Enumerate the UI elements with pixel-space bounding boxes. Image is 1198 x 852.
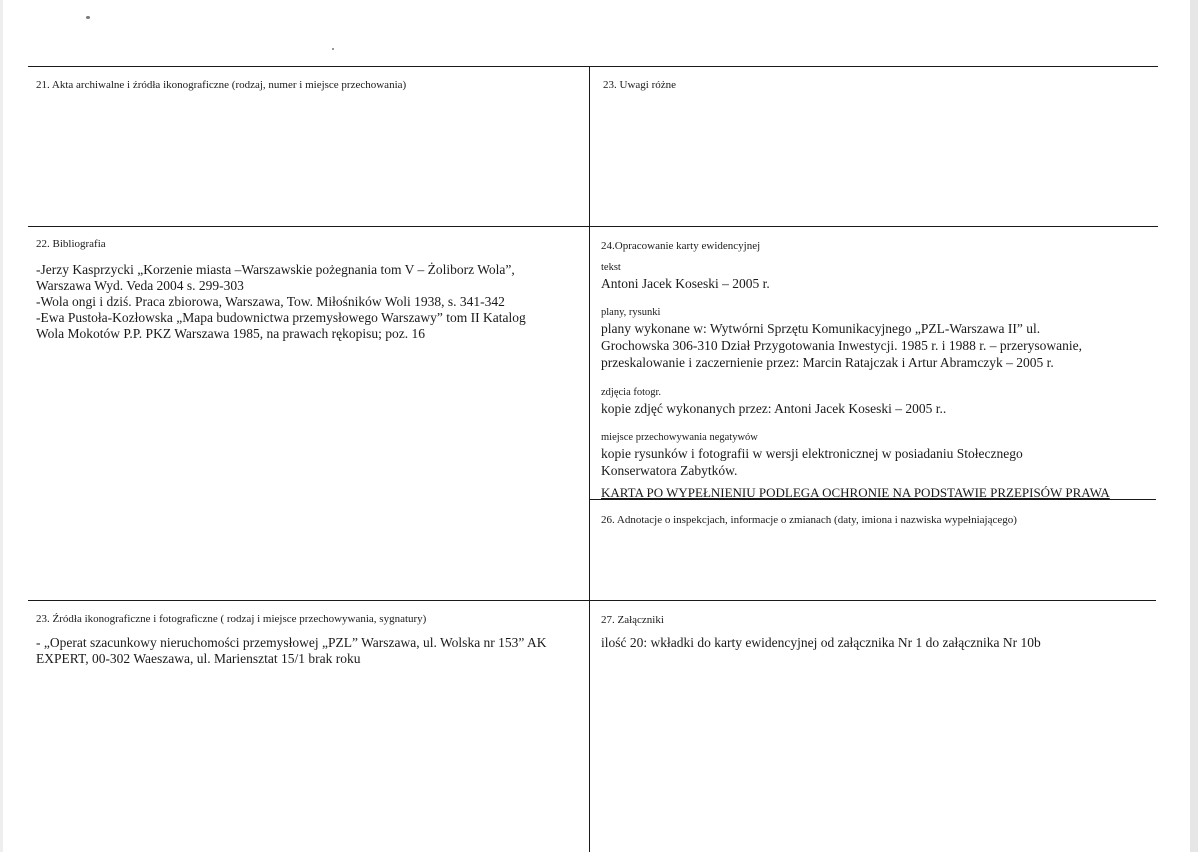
- plany-line: Grochowska 306-310 Dział Przygotowania Inwestycji. 1985 r. i 1988 r. – przerysowanie,: [601, 338, 1083, 353]
- bibliography-line: -Wola ongi i dziś. Praca zbiorowa, Warszawa, Tow. Miłośników Woli 1938, s. 341-342: [36, 294, 505, 309]
- section-23-zrodla-label: 23. Źródła ikonograficzne i fotograficzne ( rodzaj i miejsce przechowywania, sygnatury): [36, 613, 427, 625]
- tekst-label: tekst: [601, 262, 621, 273]
- protection-notice: KARTA PO WYPEŁNIENIU PODLEGA OCHRONIE NA PODSTAWIE PRZEPISÓW PRAWA: [601, 485, 1110, 500]
- zdjecia-value: kopie zdjęć wykonanych przez: Antoni Jacek Koseski – 2005 r..: [601, 401, 947, 416]
- tekst-value: Antoni Jacek Koseski – 2005 r.: [601, 276, 770, 291]
- scan-speck: [332, 48, 334, 50]
- section-26-label: 26. Adnotacje o inspekcjach, informacje o zmianach (daty, imiona i nazwiska wypełniającego): [601, 514, 1017, 526]
- section-27-label: 27. Załączniki: [601, 614, 664, 626]
- scan-edge-left: [0, 0, 3, 852]
- grid-line-vertical: [589, 66, 590, 852]
- section-22-label: 22. Bibliografia: [36, 238, 106, 250]
- grid-line-top: [28, 66, 1158, 67]
- zdjecia-label: zdjęcia fotogr.: [601, 387, 662, 398]
- zrodla-line: EXPERT, 00-302 Waeszawa, ul. Mariensztat 15/1 brak roku: [36, 651, 361, 666]
- grid-line-row3: [28, 600, 1156, 601]
- bibliography-line: -Ewa Pustoła-Kozłowska „Mapa budownictwa przemysłowego Warszawy” tom II Katalog: [36, 310, 526, 325]
- bibliography-line: Wola Mokotów P.P. PKZ Warszawa 1985, na prawach rękopisu; poz. 16: [36, 326, 426, 341]
- plany-line: przeskalowanie i zaczernienie przez: Marcin Ratajczak i Artur Abramczyk – 2005 r.: [601, 355, 1054, 370]
- plany-label: plany, rysunki: [601, 307, 661, 318]
- section-24-label: 24.Opracowanie karty ewidencyjnej: [601, 240, 761, 252]
- grid-line-row2: [28, 226, 1158, 227]
- section-21-label: 21. Akta archiwalne i źródła ikonograficzne (rodzaj, numer i miejsce przechowania): [36, 79, 407, 91]
- negatywy-line: Konserwatora Zabytków.: [601, 463, 738, 478]
- section-23-uwagi-label: 23. Uwagi różne: [603, 79, 677, 91]
- bibliography-line: -Jerzy Kasprzycki „Korzenie miasta –Warszawskie pożegnania tom V – Żoliborz Wola”,: [36, 262, 515, 277]
- plany-line: plany wykonane w: Wytwórni Sprzętu Komunikacyjnego „PZL-Warszawa II” ul.: [601, 321, 1041, 336]
- scan-edge-right: [1190, 0, 1198, 852]
- bibliography-line: Warszawa Wyd. Veda 2004 s. 299-303: [36, 278, 244, 293]
- zrodla-line: - „Operat szacunkowy nieruchomości przemysłowej „PZL” Warszawa, ul. Wolska nr 153” AK: [36, 635, 547, 650]
- negatywy-line: kopie rysunków i fotografii w wersji elektronicznej w posiadaniu Stołecznego: [601, 446, 1023, 461]
- scan-speck: [86, 16, 90, 19]
- zalaczniki-value: ilość 20: wkładki do karty ewidencyjnej od załącznika Nr 1 do załącznika Nr 10b: [601, 635, 1041, 650]
- negatywy-label: miejsce przechowywania negatywów: [601, 432, 758, 443]
